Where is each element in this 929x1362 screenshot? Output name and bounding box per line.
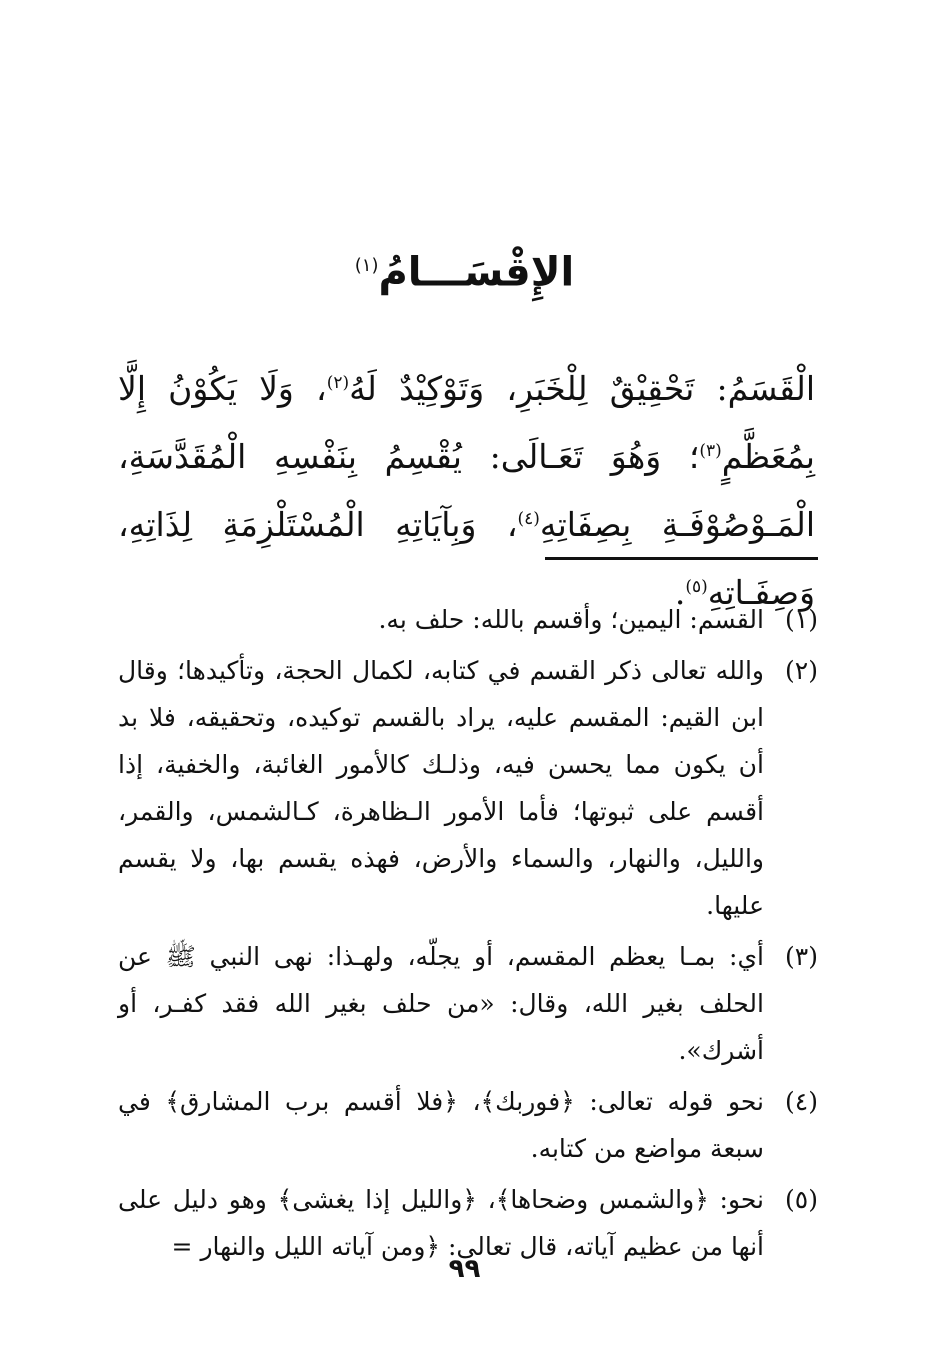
footnote-1 [118,596,818,643]
page-number: ٩٩ [448,1254,481,1284]
footnote-text: والله تعالى ذكر القسم في كتابه، لكمال الحجة، وتأكيدها؛ وقال ابن القيم: المقسم عليه، يراد بالقسم توكيده، وتحقيقه، فلا بد أن يكون مما يحسن فيه، وذلـك كالأمور الغائبة، والخفية، إذا أقسم على ثبوتها؛ فأما الأمور الـظاهرة، كـالشمس، والقمر، والليل، والنهار، والسماء والأرض، فهذه يقسم بها، ولا يقسم عليها. [118,656,764,920]
footnote-text: القسم: اليمين؛ وأقسم بالله: حلف به. [378,605,764,634]
footnote-text-body: نحو: ﴿والشمس وضحاها﴾، ﴿والليل إذا يغشى﴾ وهو دليل على أنها من عظيم آياته، قال تعالى: ﴿ومن آياته الليل والنهار [118,1185,764,1261]
main-paragraph [118,352,815,624]
chapter-title-text: الإِقْسَـــامُ [378,249,575,296]
footnote-separator [545,557,818,560]
footnote-2 [118,647,818,929]
chapter-title-footnote-ref: (١) [354,255,379,276]
footnote-3 [118,933,818,1074]
main-text-part-2: ، وَلَا يَكُوْنُ إِلَّا بِمُعَظَّمٍ [118,369,815,476]
footnote-number: (٥) [785,1185,818,1214]
main-text-part-5: . [674,573,686,612]
footnote-number: (٢) [785,656,818,685]
footnotes [118,596,818,1274]
footnote-number: (٤) [785,1087,818,1116]
footnote-ref-5: (٥) [685,577,708,597]
continuation-mark: = [171,1232,193,1261]
chapter-title [0,236,929,302]
main-text-part-4: ، وَبِآيَاتِهِ الْمُسْتَلْزِمَةِ لِذَاتِهِ، وَصِفَـاتِهِ [118,505,815,612]
main-text-part-1: الْقَسَمُ: تَحْقِيْقٌ لِلْخَبَرِ، وَتَوْكِيْدٌ لَهُ [349,369,815,408]
footnote-text: أي: بمـا يعظم المقسم، أو يجلّه، ولهـذا: نهى النبي ﷺ عن الحلف بغير الله، وقال: «من حلف بغير الله فقد كفـر، أو أشرك». [118,942,764,1065]
footnote-ref-2: (٢) [326,373,350,393]
footnote-4 [118,1078,818,1172]
footnote-number: (١) [785,605,818,634]
footnote-text: نحو قوله تعالى: ﴿فوربك﴾، ﴿فلا أقسم برب المشارق﴾ في سبعة مواضع من كتابه. [118,1087,764,1163]
footnote-ref-4: (٤) [517,509,540,529]
footnote-ref-3: (٣) [699,441,722,461]
main-text-part-3: ؛ وَهُوَ تَعَـالَى: يُقْسِمُ بِنَفْسِهِ الْمُقَدَّسَةِ، الْمَـوْصُوْفَـةِ بِصِفَاتِهِ [118,437,815,544]
footnote-number: (٣) [785,942,818,971]
